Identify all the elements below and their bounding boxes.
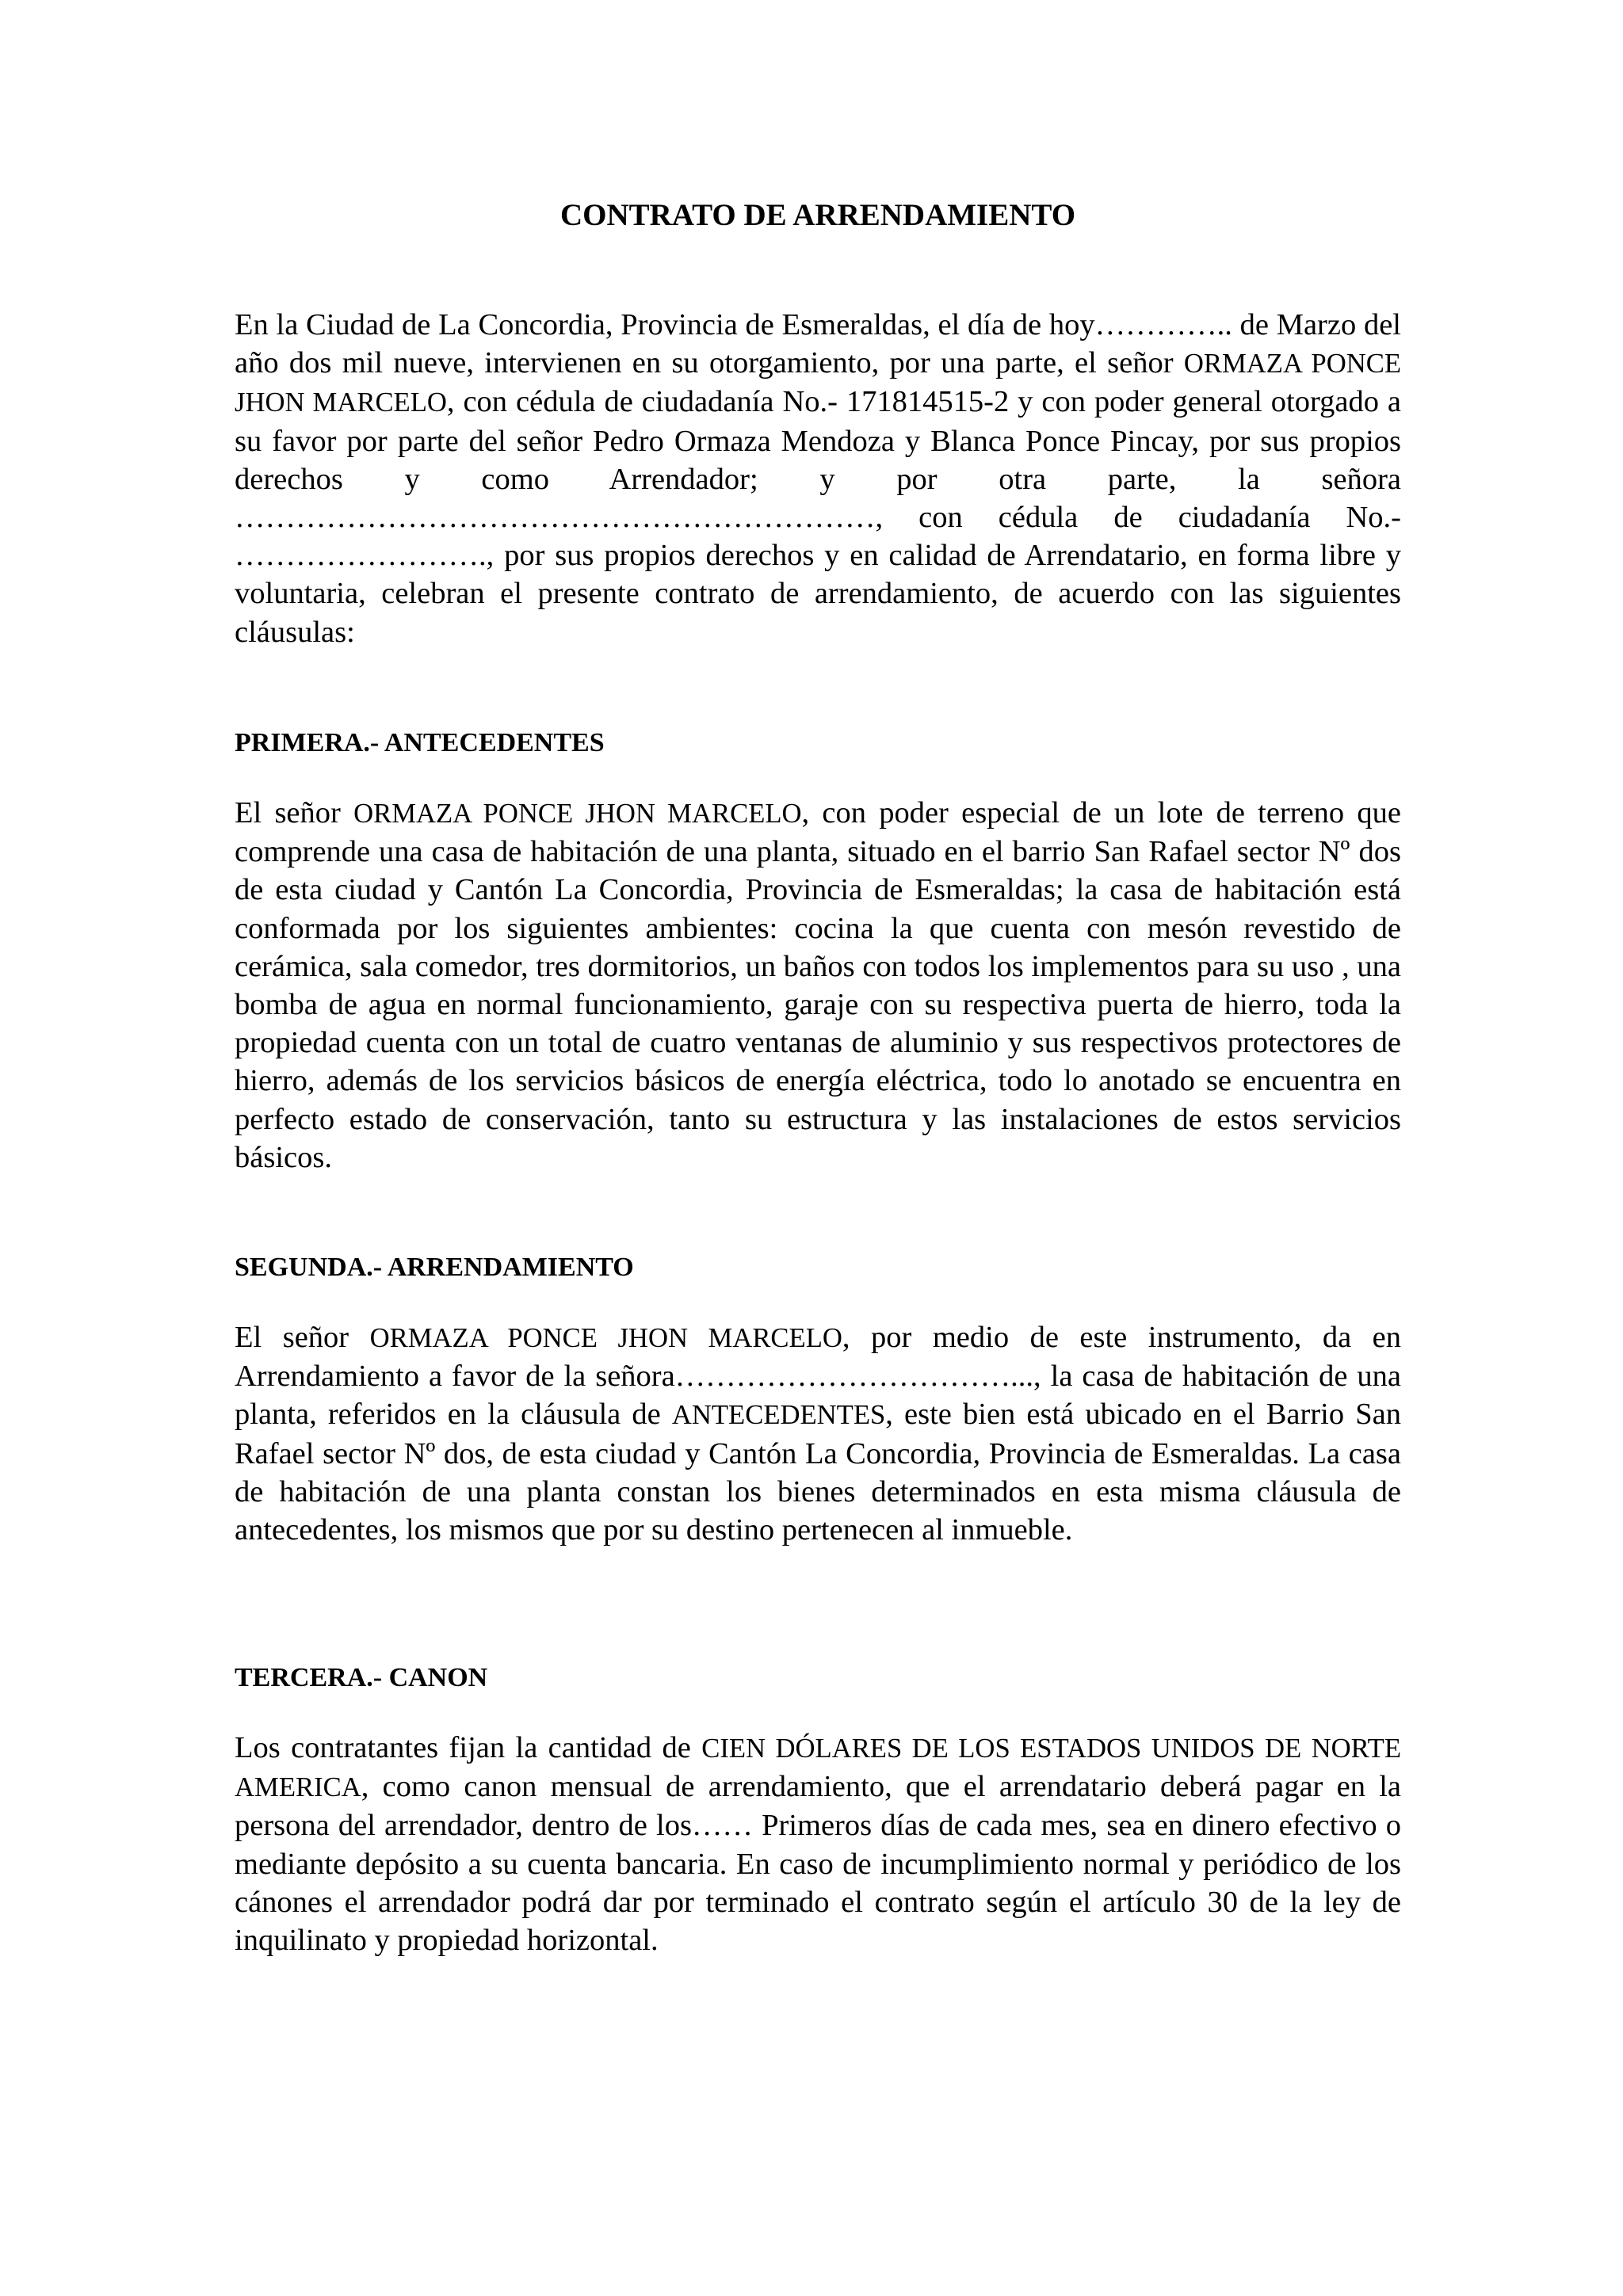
document-title: CONTRATO DE ARRENDAMIENTO xyxy=(559,198,1076,232)
clause-tercera-heading: TERCERA.- CANON xyxy=(235,1663,488,1692)
segunda-text-3: , este bien está ubicado en el Barrio San Rafael sector Nº dos, de esta ciudad y Cantón La Concordia, Provincia de Esmeraldas. La casa de habitación de una planta constan los bienes determinados en esta misma cláusula de antecedentes, los mismos que por su destino pertenecen al inmueble. xyxy=(235,1398,1401,1547)
clause-primera-heading: PRIMERA.- ANTECEDENTES xyxy=(235,728,605,757)
intro-text-2: , con cédula de ciudadanía No.- 171814515-2 y con poder general otorgado a su favor por parte del señor Pedro Ormaza Mendoza y Blanca Ponce Pincay, por sus propios derechos y como Arrendador; y por otra parte, la señora ………………………………………………………, con cédula de ciudadanía No.- ……………………., por sus propios derechos y en calidad de Arrendatario, en forma libre y voluntaria, celebran el presente contrato de arrendamiento, de acuerdo con las siguientes cláusulas: xyxy=(235,385,1401,649)
clause-segunda-heading: SEGUNDA.- ARRENDAMIENTO xyxy=(235,1253,634,1282)
segunda-ref: ANTECEDENTES xyxy=(671,1400,886,1431)
primera-name: ORMAZA PONCE JHON MARCELO xyxy=(353,799,802,829)
intro-text-1: En la Ciudad de La Concordia, Provincia de Esmeraldas, el día de hoy………….. de Marzo del año dos mil nueve, intervienen en su otorgamiento, por una parte, el señor xyxy=(235,308,1401,380)
clause-segunda-paragraph xyxy=(235,1318,1401,1549)
intro-paragraph xyxy=(235,306,1401,651)
tercera-text-2: , como canon mensual de arrendamiento, que el arrendatario deberá pagar en la persona del arrendador, dentro de los…… Primeros días de cada mes, sea en dinero efectivo o mediante depósito a su cuenta bancaria. En caso de incumplimiento normal y periódico de los cánones el arrendador podrá dar por terminado el contrato según el artículo 30 de la ley de inquilinato y propiedad horizontal. xyxy=(235,1770,1401,1958)
segunda-name: ORMAZA PONCE JHON MARCELO xyxy=(369,1323,842,1353)
segunda-text-1: El señor xyxy=(235,1321,370,1354)
segunda-text-2: , por medio de este instrumento, da en Arrendamiento a favor de la señora……………………………..., la casa de habitación de una planta, referidos en la cláusula de xyxy=(235,1321,1401,1432)
clause-tercera-paragraph xyxy=(235,1729,1401,1959)
primera-text-2: , con poder especial de un lote de terreno que comprende una casa de habitación de una planta, situado en el barrio San Rafael sector Nº dos de esta ciudad y Cantón La Concordia, Provincia de Esmeraldas; la casa de habitación está conformada por los siguientes ambientes: cocina la que cuenta con mesón revestido de cerámica, sala comedor, tres dormitorios, un baños con todos los implementos para su uso , una bomba de agua en normal funcionamiento, garaje con su respectiva puerta de hierro, toda la propiedad cuenta con un total de cuatro ventanas de aluminio y sus respectivos protectores de hierro, además de los servicios básicos de energía eléctrica, todo lo anotado se encuentra en perfecto estado de conservación, tanto su estructura y las instalaciones de estos servicios básicos. xyxy=(235,796,1401,1174)
clause-primera-paragraph xyxy=(235,794,1401,1177)
tercera-amount: CIEN DÓLARES DE LOS ESTADOS UNIDOS DE NORTE AMERICA xyxy=(235,1733,1402,1803)
tercera-text-1: Los contratantes fijan la cantidad de xyxy=(235,1731,702,1764)
arrendador-name: ORMAZA PONCE JHON MARCELO xyxy=(235,349,1401,418)
primera-text-1: El señor xyxy=(235,796,354,830)
